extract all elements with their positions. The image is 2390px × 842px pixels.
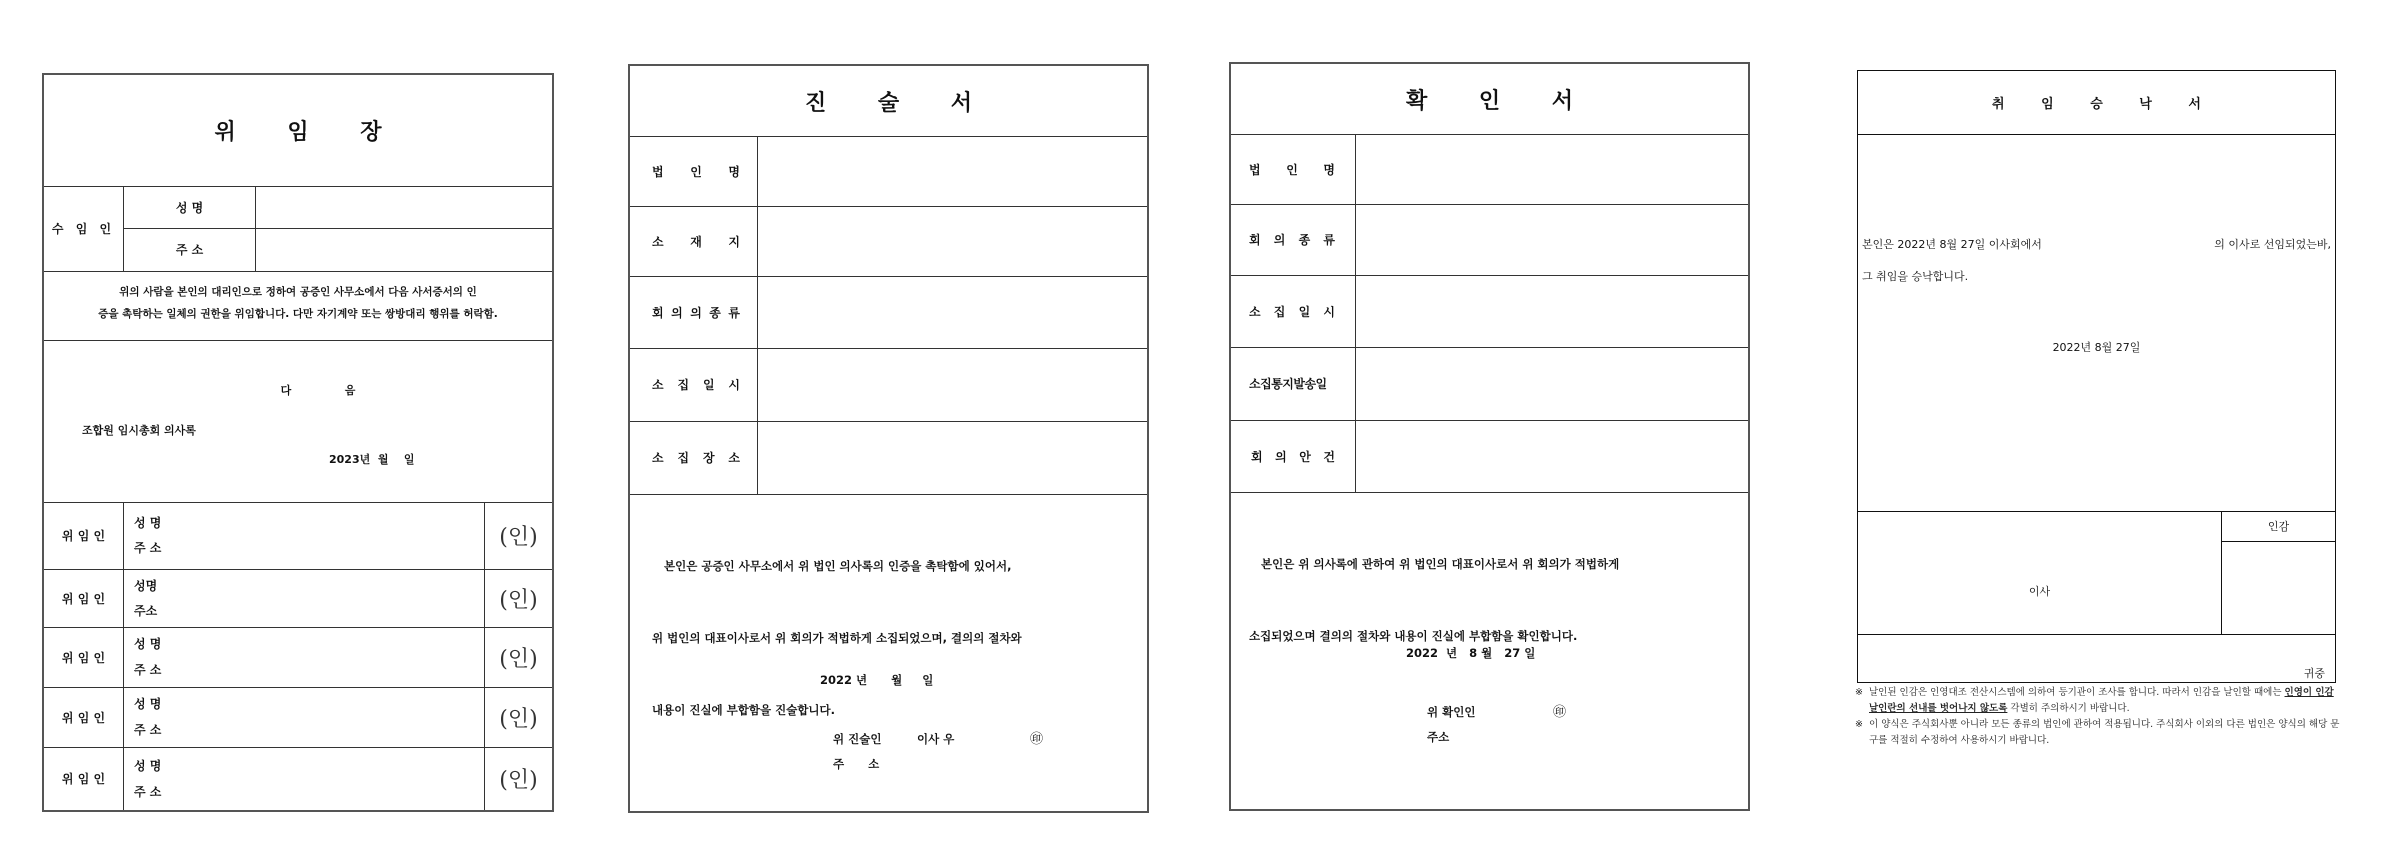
- statement-form: [628, 64, 1149, 813]
- note-item: [1855, 685, 2340, 717]
- seal-impression-box[interactable]: [2222, 542, 2335, 634]
- note-item: [1855, 717, 2340, 749]
- acceptance-date: 2022년 8월 27일: [2052, 341, 2141, 354]
- statement-body: [652, 506, 1127, 770]
- seal-mark: (인): [499, 587, 538, 613]
- label-meeting-type: 회 의 의 종 류: [652, 305, 740, 320]
- principal-row: [44, 687, 552, 747]
- address-label: 주 소: [833, 757, 880, 771]
- signer-title: 이사 우: [917, 732, 955, 746]
- convocation-datetime-field[interactable]: [1356, 275, 1748, 347]
- seal-mark: ㊞: [1030, 732, 1044, 747]
- statement-line: 증을 촉탁하는 일체의 권한을 위임합니다. 다만 자기계약 또는 쌍방대리 행위를 허락함.: [98, 308, 498, 320]
- form-title: 취 임 승 낙 서: [1992, 97, 2217, 112]
- seal-mark: (인): [499, 646, 538, 672]
- principal-row: [44, 569, 552, 627]
- statement-line2: 그 취임을 승낙합니다.: [1862, 270, 1969, 283]
- form-notes: [1855, 685, 2340, 749]
- details-item: 조합원 임시총회 의사록: [82, 424, 196, 437]
- note-mark: ※: [1855, 687, 1863, 698]
- principal-row: [44, 747, 552, 810]
- note-text: 이 양식은 주식회사뿐 아니라 모든 종류의 법인에 관하여 적용됩니다. 주식회사 이외의 다른 법인은 양식의 해당 문구를 적절히 수정하여 사용하시기 바랍니다.: [1869, 719, 2340, 746]
- label-meeting-agenda: 회 의 안 건: [1251, 449, 1335, 464]
- seal-label: 인감: [2267, 520, 2290, 533]
- details-date: 2023년 월 일: [329, 453, 415, 466]
- principal-address-label: 주소: [134, 604, 158, 618]
- director-label: 이사: [2028, 585, 2051, 598]
- statement-line: 위 법인의 대표이사로서 위 회의가 적법하게 소집되었으며, 결의의 절차와: [652, 631, 1022, 645]
- statement-line: 본인은 위 의사록에 관하여 위 법인의 대표이사로서 위 회의가 적법하게: [1249, 557, 1620, 571]
- notice-sent-date-field[interactable]: [1356, 347, 1748, 420]
- principal-name-label: 성 명: [134, 759, 162, 773]
- principal-label: 위 임 인: [61, 772, 106, 786]
- location-field[interactable]: [758, 206, 1147, 276]
- delegate-name-label: 성 명: [175, 200, 204, 215]
- addressee: 귀중: [2303, 667, 2325, 680]
- principal-row: [44, 627, 552, 687]
- label-location: 소 재 지: [652, 234, 740, 249]
- statement-line: 소집되었으며 결의의 절차와 내용이 진실에 부합함을 확인합니다.: [1249, 629, 1578, 643]
- principal-address-label: 주 소: [134, 723, 162, 737]
- delegation-statement: [44, 271, 552, 340]
- label-convocation-datetime: 소 집 일 시: [652, 378, 740, 392]
- principal-address-label: 주 소: [134, 663, 162, 677]
- note-emphasis: 인영이 인감날인란의 선내를 벗어나지 않도록: [1869, 687, 2334, 714]
- statement-line: 위의 사람을 본인의 대리인으로 정하여 공증인 사무소에서 다음 사서증서의 인: [119, 286, 477, 298]
- form-title: 진 술 서: [804, 90, 995, 116]
- delegate-name-field[interactable]: [256, 186, 552, 228]
- acceptance-of-office-form: [1857, 70, 2336, 683]
- seal-mark: (인): [499, 525, 538, 550]
- delegate-address-field[interactable]: [256, 228, 552, 271]
- corporation-name-field[interactable]: [1356, 134, 1748, 204]
- signer-label: 위 확인인: [1427, 705, 1476, 719]
- confirmation-date: 2022 년 8 월 27 일: [1406, 646, 1536, 660]
- statement-line1-left: 본인은 2022년 8월 27일 이사회에서: [1862, 238, 2042, 251]
- address-label: 주소: [1427, 730, 1450, 744]
- signer-label: 위 진술인: [833, 732, 882, 746]
- principal-label: 위 임 인: [61, 710, 106, 725]
- details-heading: 다 음: [280, 384, 356, 397]
- principal-address-label: 주 소: [134, 541, 162, 555]
- label-notice-sent-date: 소집통지발송일: [1249, 377, 1327, 391]
- statement-line: 내용이 진실에 부합함을 진술합니다.: [652, 703, 836, 717]
- meeting-agenda-field[interactable]: [1356, 420, 1748, 492]
- principal-row: [44, 502, 552, 569]
- meeting-type-field[interactable]: [1356, 204, 1748, 275]
- label-meeting-type: 회 의 종 류: [1249, 233, 1335, 247]
- seal-mark: ㊞: [1553, 705, 1567, 720]
- statement-date: 2022 년 월 일: [820, 673, 934, 687]
- confirmation-form: [1229, 62, 1750, 811]
- form-title: 위 임 장: [214, 120, 404, 145]
- principal-label: 위 임 인: [61, 529, 106, 543]
- statement-body: [1249, 504, 1728, 696]
- principal-name-label: 성명: [134, 579, 158, 593]
- seal-mark: (인): [499, 768, 538, 793]
- meeting-type-field[interactable]: [758, 276, 1147, 348]
- power-of-attorney-form: [42, 73, 554, 812]
- label-corporation-name: 법 인 명: [652, 164, 740, 179]
- note-mark: ※: [1855, 719, 1863, 730]
- convocation-place-field[interactable]: [758, 421, 1147, 494]
- label-corporation-name: 법 인 명: [1249, 162, 1335, 177]
- corporation-name-field[interactable]: [758, 136, 1147, 206]
- seal-mark: (인): [499, 706, 538, 732]
- convocation-datetime-field[interactable]: [758, 348, 1147, 421]
- principal-label: 위 임 인: [61, 591, 106, 606]
- delegate-label: 수 임 인: [51, 222, 116, 236]
- principal-label: 위 임 인: [61, 650, 106, 665]
- principal-address-label: 주 소: [134, 785, 162, 799]
- statement-line1-right: 의 이사로 선임되었는바,: [2214, 238, 2331, 251]
- delegate-address-label: 주 소: [175, 243, 204, 257]
- statement-line: 본인은 공증인 사무소에서 위 법인 의사록의 인증을 촉탁함에 있어서,: [652, 559, 1012, 573]
- label-convocation-place: 소 집 장 소: [652, 451, 740, 465]
- label-convocation-datetime: 소 집 일 시: [1249, 304, 1335, 319]
- company-name-field[interactable]: [2083, 231, 2173, 253]
- note-text: 날인된 인감은 인영대조 전산시스템에 의하여 등기관이 조사를 합니다. 따라서 인감을 날인할 때에는 인영이 인감날인란의 선내를 벗어나지 않도록 각별히 주의하시기 바랍니다.: [1869, 687, 2334, 714]
- principal-name-label: 성 명: [134, 637, 162, 651]
- principal-name-label: 성 명: [134, 516, 162, 530]
- form-title: 확 인 서: [1405, 88, 1596, 114]
- principal-name-label: 성 명: [134, 697, 162, 711]
